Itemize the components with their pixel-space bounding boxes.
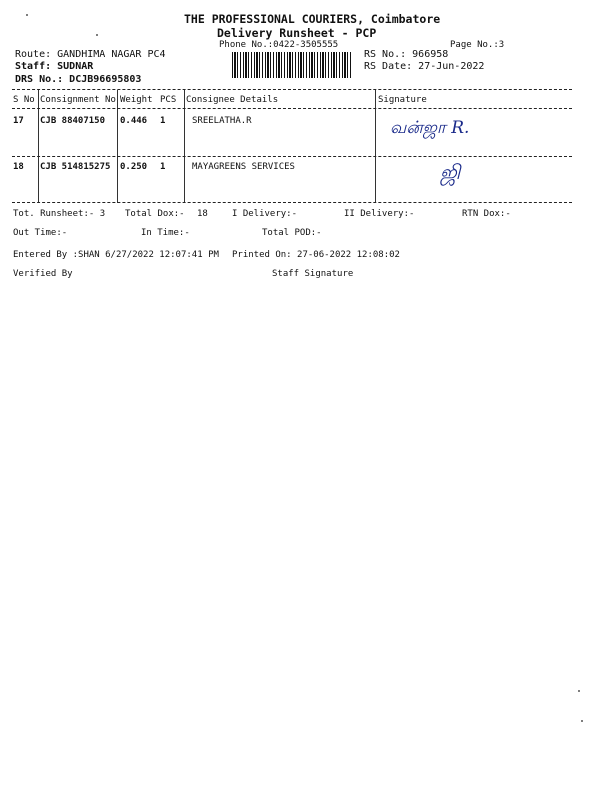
row-rule	[12, 156, 572, 157]
total-dox-value: 18	[197, 209, 208, 219]
page-number: Page No.:3	[450, 40, 505, 50]
scan-speck	[26, 14, 28, 16]
header-pcs: PCS	[160, 95, 177, 105]
scan-speck	[581, 720, 583, 722]
row-consignee: SREELATHA.R	[192, 116, 252, 126]
rtn-dox: RTN Dox:-	[462, 209, 511, 219]
printed-on: Printed On: 27-06-2022 12:08:02	[232, 250, 400, 260]
rs-date: RS Date: 27-Jun-2022	[364, 61, 485, 72]
total-dox-label: Total Dox:-	[125, 209, 185, 219]
scan-speck	[96, 34, 98, 36]
header-sno: S No	[13, 95, 35, 105]
in-time: In Time:-	[141, 228, 190, 238]
header-consignee: Consignee Details	[186, 95, 279, 105]
ii-delivery: II Delivery:-	[344, 209, 415, 219]
row-consignment: CJB 88407150	[40, 116, 106, 126]
row-consignee: MAYAGREENS SERVICES	[192, 162, 295, 172]
rs-number: RS No.: 966958	[364, 49, 449, 60]
out-time: Out Time:-	[13, 228, 68, 238]
row-consignment: CJB 514815275	[40, 162, 111, 172]
row-weight: 0.446	[120, 116, 148, 126]
i-delivery: I Delivery:-	[232, 209, 298, 219]
header-rule	[12, 108, 572, 109]
barcode	[232, 52, 352, 78]
total-pod: Total POD:-	[262, 228, 322, 238]
col-divider	[184, 90, 185, 203]
phone-number: Phone No.:0422-3505555	[219, 40, 339, 50]
staff-label: Staff: SUDNAR	[15, 61, 94, 72]
tot-runsheet: Tot. Runsheet:- 3	[13, 209, 106, 219]
header-signature: Signature	[378, 95, 427, 105]
row-sno: 18	[13, 162, 24, 172]
col-divider	[117, 90, 118, 203]
row-pcs: 1	[160, 116, 166, 126]
route-label: Route: GANDHIMA NAGAR PC4	[15, 49, 166, 60]
row-sno: 17	[13, 116, 24, 126]
verified-by: Verified By	[13, 269, 73, 279]
staff-signature: Staff Signature	[272, 269, 354, 279]
drs-number: DRS No.: DCJB96695803	[15, 74, 142, 85]
handwritten-signature: வன்ஜா R.	[390, 118, 470, 138]
header-consignment: Consignment No	[40, 95, 116, 105]
table-top-rule	[12, 89, 572, 90]
row-pcs: 1	[160, 162, 166, 172]
row-weight: 0.250	[120, 162, 148, 172]
runsheet-subtitle: Delivery Runsheet - PCP	[217, 26, 377, 40]
company-title: THE PROFESSIONAL COURIERS, Coimbatore	[184, 12, 441, 26]
handwritten-signature: ஜி	[440, 160, 461, 184]
col-divider	[38, 90, 39, 203]
header-weight: Weight	[120, 95, 153, 105]
scan-speck	[578, 690, 580, 692]
col-divider	[375, 90, 376, 203]
entered-by: Entered By :SHAN 6/27/2022 12:07:41 PM	[13, 250, 219, 260]
table-bottom-rule	[12, 202, 572, 203]
